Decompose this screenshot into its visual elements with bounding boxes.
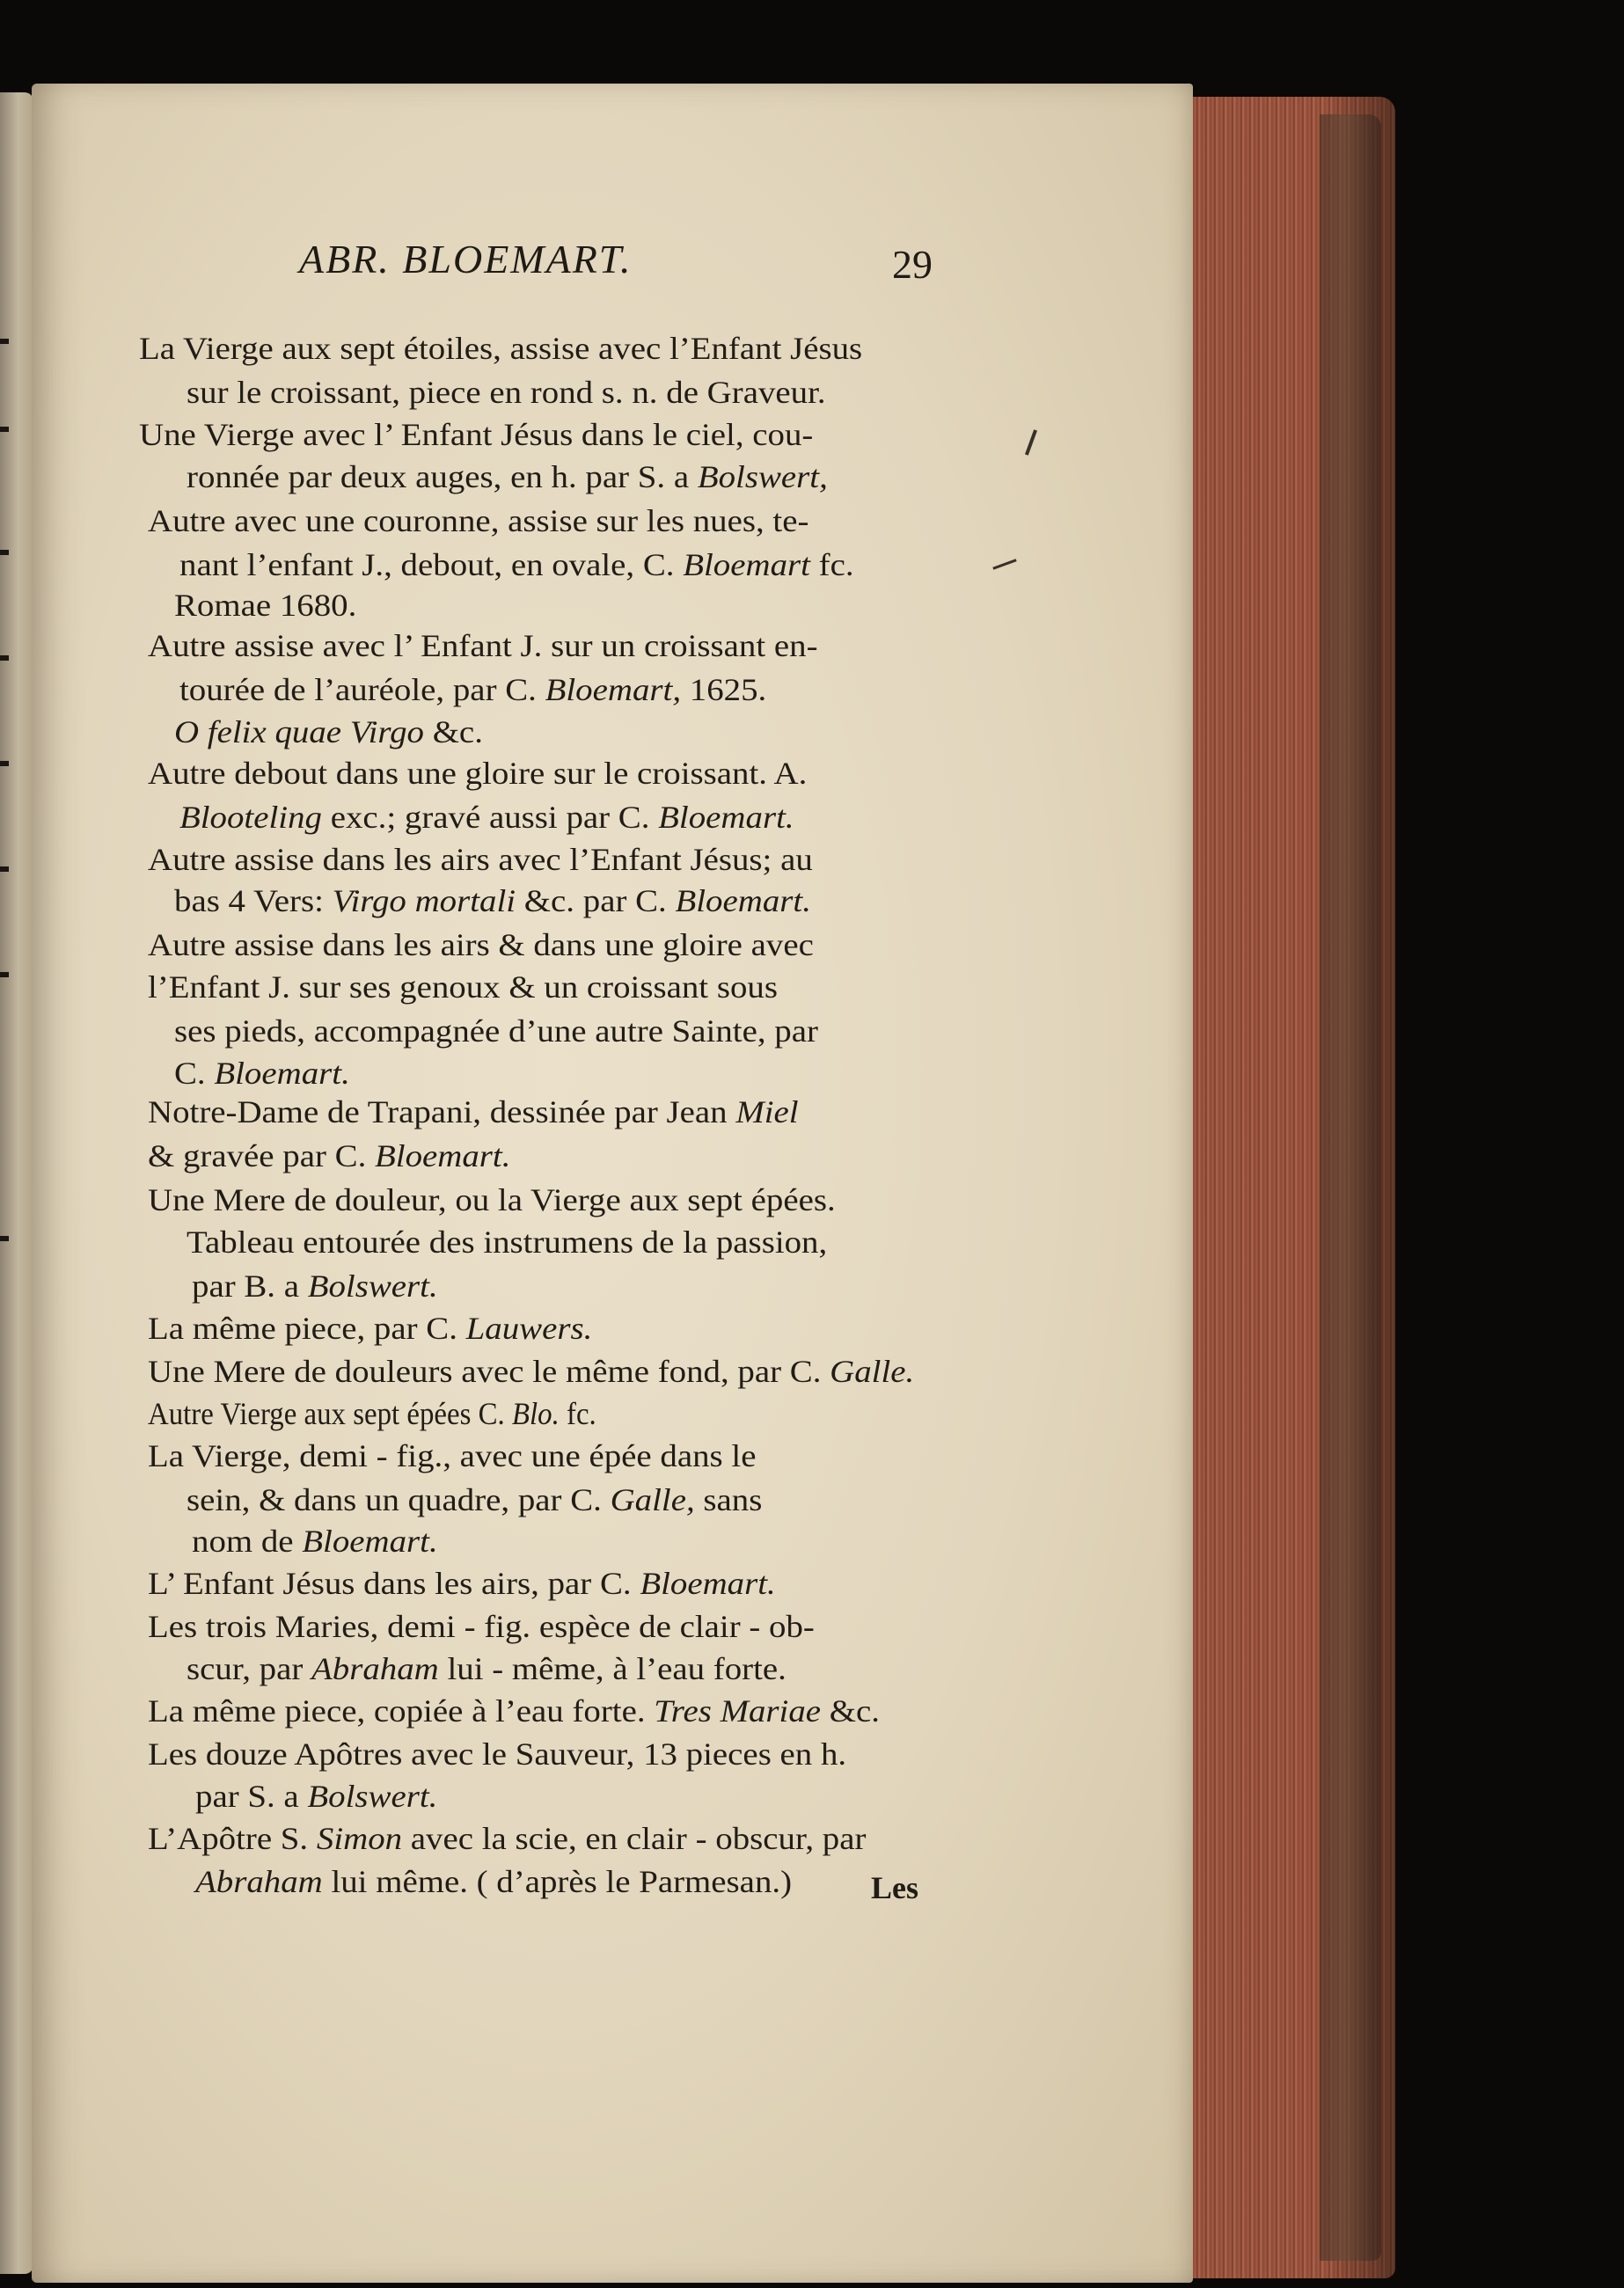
text-line: [187, 371, 826, 413]
text-line: [148, 1562, 776, 1605]
text-line: [179, 796, 794, 838]
italic-name: Blooteling: [179, 800, 322, 835]
line-text: exc.; gravé aussi par C.: [321, 800, 659, 835]
text-line: [195, 1860, 792, 1903]
text-line: [187, 1221, 827, 1263]
line-text: sur le croissant, piece en rond s. n. de Graveur.: [187, 375, 826, 410]
line-text: sans: [694, 1482, 763, 1517]
text-line: [174, 584, 356, 626]
italic-name: Bolswert.: [307, 1779, 438, 1814]
line-text: L’ Enfant Jésus dans les airs, par C.: [148, 1566, 640, 1601]
line-text: Autre assise dans les airs avec l’Enfant Jésus; au: [148, 842, 813, 877]
line-text: Tableau entourée des instrumens de la passion,: [187, 1224, 828, 1260]
text-line: [148, 1817, 866, 1860]
line-text: Autre debout dans une gloire sur le croissant. A.: [148, 756, 808, 791]
italic-name: Bloemart,: [545, 672, 682, 707]
text-line: [179, 544, 854, 586]
text-line: [187, 1648, 786, 1690]
line-text: La Vierge aux sept étoiles, assise avec l’Enfant Jésus: [139, 331, 863, 366]
line-text: l’Enfant J. sur ses genoux & un croissant sous: [148, 969, 778, 1005]
line-text: & gravée par C.: [148, 1138, 376, 1173]
line-text: C.: [174, 1056, 215, 1091]
text-line: [179, 669, 766, 711]
text-line: [187, 1479, 762, 1521]
line-text: par S. a: [195, 1779, 308, 1814]
line-text: Autre assise dans les airs & dans une gloire avec: [148, 927, 814, 962]
text-line: [148, 500, 808, 542]
italic-name: Bloemart.: [214, 1056, 350, 1091]
italic-name: Galle,: [610, 1482, 695, 1517]
line-text: &c.: [821, 1693, 880, 1729]
text-line: [148, 1179, 836, 1221]
line-text: &c. par C.: [516, 883, 676, 918]
italic-name: Abraham: [195, 1864, 323, 1899]
line-text: Une Vierge avec l’ Enfant Jésus dans le ciel, cou-: [139, 417, 814, 452]
line-text: fc.: [809, 547, 854, 582]
line-text: Romae 1680.: [174, 588, 357, 623]
line-text: Les trois Maries, demi - fig. espèce de clair - ob-: [148, 1609, 815, 1644]
italic-name: Tres Mariae: [654, 1693, 822, 1729]
text-line: [148, 1690, 880, 1732]
line-text: Notre-Dame de Trapani, dessinée par Jean: [148, 1094, 736, 1129]
page-number: 29: [892, 242, 933, 287]
line-text: avec la scie, en clair - obscur, par: [402, 1821, 867, 1856]
text-line: [148, 1605, 815, 1648]
italic-name: Miel: [735, 1094, 799, 1129]
line-text: La Vierge, demi - fig., avec une épée dans le: [148, 1438, 757, 1473]
italic-name: Bloemart.: [302, 1524, 438, 1559]
text-line: [148, 838, 813, 881]
header-title: ABR. BLOEMART.: [299, 237, 633, 281]
line-text: lui même. ( d’après le Parmesan.): [322, 1864, 793, 1899]
text-line: [148, 625, 818, 667]
italic-name: Bloemart: [683, 547, 810, 582]
line-text: fc.: [559, 1396, 596, 1431]
text-line: [192, 1265, 438, 1307]
text-line: [148, 966, 778, 1008]
text-line: [174, 880, 811, 922]
line-text: &c.: [423, 714, 483, 749]
line-text: Autre assise avec l’ Enfant J. sur un croissant en-: [148, 628, 818, 663]
italic-name: Galle.: [830, 1354, 915, 1389]
text-line: [148, 1733, 846, 1775]
text-line: [148, 924, 814, 966]
text-line: [148, 1350, 914, 1393]
text-line: [174, 1010, 818, 1052]
italic-name: Bloemart.: [658, 800, 794, 835]
text-line: [192, 1520, 438, 1562]
line-text: 1625.: [681, 672, 767, 707]
italic-name: Lauwers.: [465, 1311, 593, 1346]
text-line: [174, 1052, 350, 1094]
line-text: Autre avec une couronne, assise sur les nues, te-: [148, 503, 809, 538]
text-line: [148, 1393, 596, 1435]
line-text: bas 4 Vers:: [174, 883, 333, 918]
italic-name: Blo.: [511, 1396, 560, 1431]
line-text: La même piece, par C.: [148, 1311, 466, 1346]
text-line: [139, 413, 813, 456]
italic-name: Virgo mortali: [332, 883, 516, 918]
line-text: nom de: [192, 1524, 303, 1559]
italic-name: Simon: [316, 1821, 403, 1856]
text-line: [148, 1435, 756, 1477]
italic-name: Abraham: [311, 1651, 439, 1686]
line-text: L’Apôtre S.: [148, 1821, 317, 1856]
italic-name: Bolswert.: [307, 1268, 438, 1304]
text-line: [148, 1135, 510, 1177]
line-text: par B. a: [192, 1268, 308, 1304]
text-line: [148, 1307, 592, 1349]
line-text: lui - même, à l’eau forte.: [438, 1651, 786, 1686]
text-line: [187, 456, 828, 498]
text-line: [148, 752, 807, 794]
line-text: ronnée par deux auges, en h. par S. a: [187, 459, 698, 494]
line-text: Une Mere de douleurs avec le même fond, par C.: [148, 1354, 830, 1389]
text-line: [148, 1091, 799, 1133]
italic-name: Bloemart.: [675, 883, 811, 918]
italic-name: O felix quae Virgo: [174, 714, 424, 749]
line-text: Les douze Apôtres avec le Sauveur, 13 pieces en h.: [148, 1736, 847, 1772]
line-text: tourée de l’auréole, par C.: [179, 672, 545, 707]
italic-name: Bloemart.: [640, 1566, 776, 1601]
line-text: Autre Vierge aux sept épées C.: [148, 1396, 512, 1431]
italic-name: Bloemart.: [375, 1138, 511, 1173]
text-line: [139, 327, 862, 369]
line-text: nant l’enfant J., debout, en ovale, C.: [179, 547, 684, 582]
line-text: scur, par: [187, 1651, 312, 1686]
line-text: La même piece, copiée à l’eau forte.: [148, 1693, 655, 1729]
text-line: [174, 711, 483, 753]
italic-name: Bolswert,: [697, 459, 828, 494]
line-text: sein, & dans un quadre, par C.: [187, 1482, 611, 1517]
line-text: Une Mere de douleur, ou la Vierge aux sept épées.: [148, 1182, 836, 1217]
catchword: Les: [871, 1870, 918, 1905]
text-line: [195, 1775, 437, 1817]
line-text: ses pieds, accompagnée d’une autre Sainte, par: [174, 1013, 818, 1049]
